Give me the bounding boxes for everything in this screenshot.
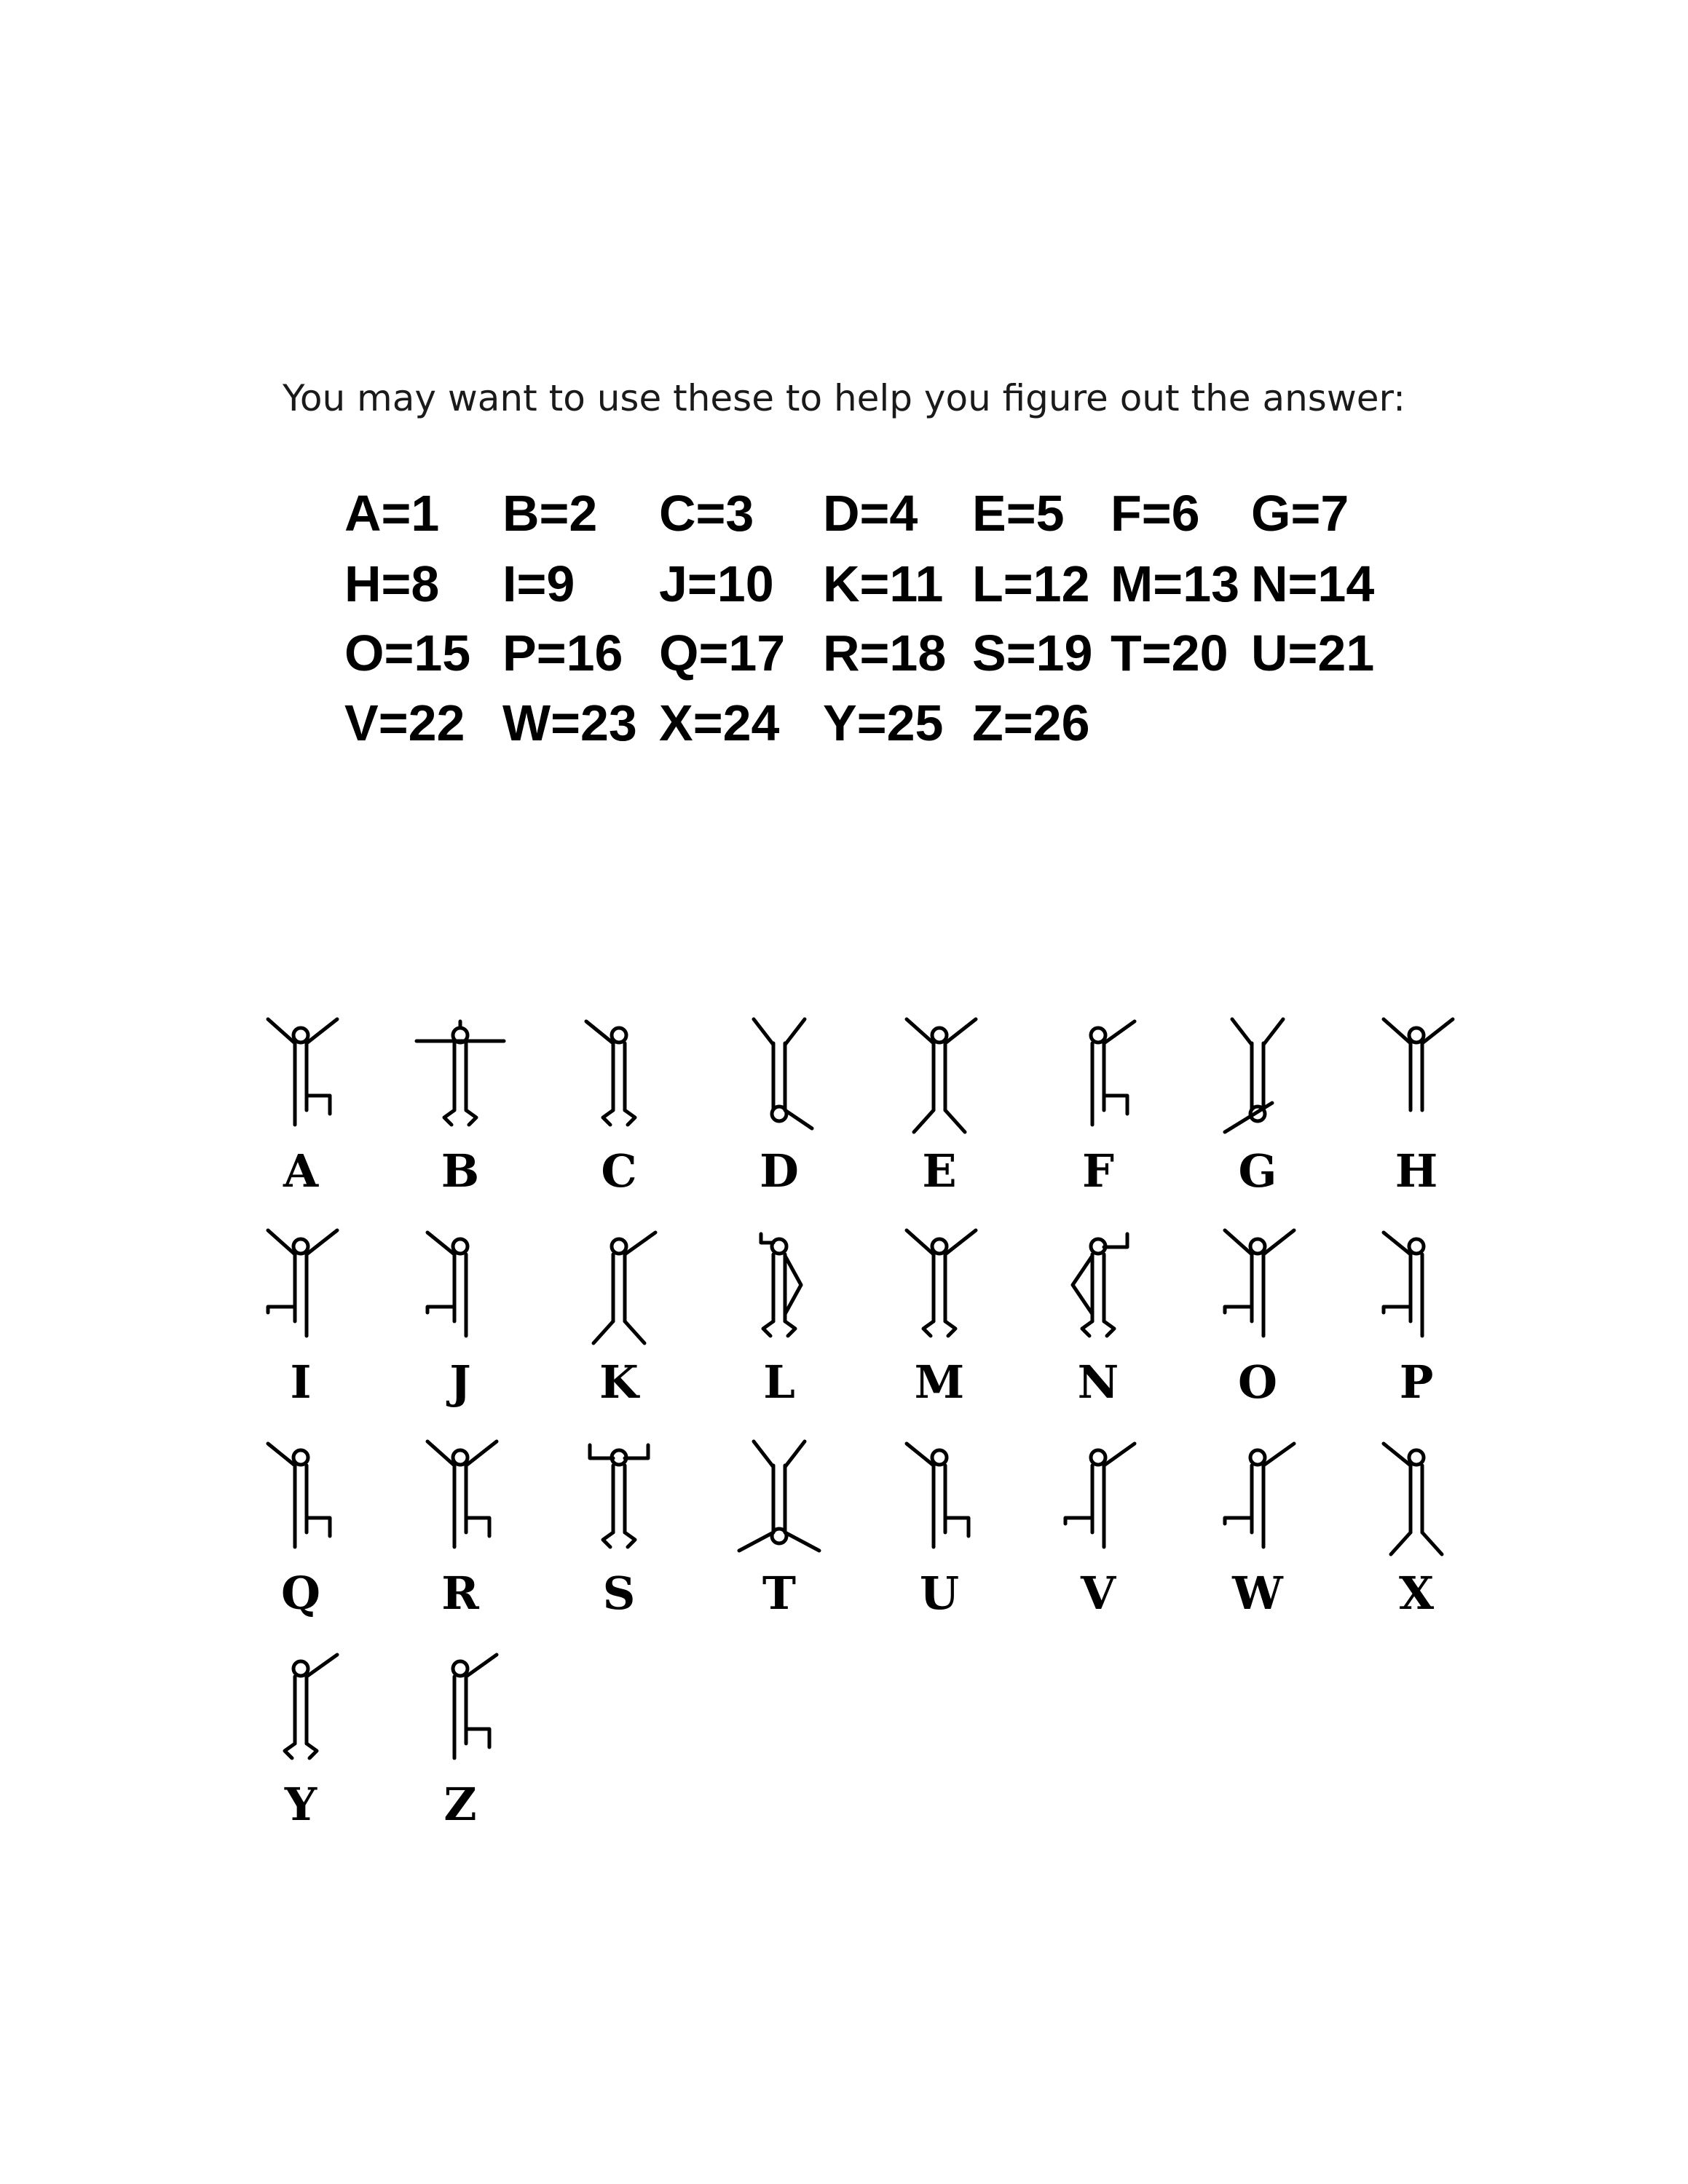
cipher-letter-label: W xyxy=(1232,1567,1283,1620)
cipher-letter-label: F xyxy=(1081,1144,1115,1198)
cipher-letter-label: C xyxy=(601,1144,637,1198)
cipher-letter-label: U xyxy=(919,1567,960,1620)
number-cell: S=19 xyxy=(972,625,1093,681)
left-arm-legs-apart-figure xyxy=(1384,1444,1442,1554)
cipher-letter-label: L xyxy=(763,1356,795,1409)
flag-left-legs-bent-figure xyxy=(1073,1234,1127,1336)
cipher-letter-label: I xyxy=(290,1356,312,1409)
flag-right-legs-bent-figure xyxy=(761,1234,801,1336)
number-cell: T=20 xyxy=(1111,625,1228,681)
instruction-text: You may want to use these to help you figure out the answer: xyxy=(282,377,1406,419)
right-arm-right-stand-figure xyxy=(453,1655,497,1758)
cipher-letter-label: G xyxy=(1238,1144,1277,1198)
number-cell: F=6 xyxy=(1111,485,1200,542)
cipher-letter-label: Q xyxy=(280,1567,321,1620)
arms-up-plain-figure xyxy=(1384,1019,1453,1110)
number-cell: E=5 xyxy=(972,485,1065,542)
right-arm-left-stand-figure xyxy=(1065,1444,1135,1547)
cipher-letter-label: R xyxy=(441,1567,479,1620)
cipher-letter-label: D xyxy=(760,1144,799,1198)
number-cell: M=13 xyxy=(1111,555,1240,612)
cipher-letter-label: E xyxy=(922,1144,957,1198)
left-arm-legs-bent-figure xyxy=(586,1021,635,1125)
cipher-letter-label: S xyxy=(602,1567,636,1620)
left-arm-left-step-figure xyxy=(1384,1233,1424,1336)
cipher-letter-label: Z xyxy=(443,1778,477,1831)
number-cell: C=3 xyxy=(659,485,754,542)
right-arm-legs-bent-figure xyxy=(285,1655,337,1758)
number-cell: L=12 xyxy=(972,555,1090,612)
cipher-letter-label: T xyxy=(762,1567,797,1620)
arms-out-legs-bent-figure xyxy=(417,1021,504,1125)
cipher-letter-label: H xyxy=(1395,1144,1438,1198)
number-cell: K=11 xyxy=(823,555,944,612)
head-down-v-figure xyxy=(754,1019,812,1128)
number-cell: D=4 xyxy=(823,485,918,542)
cipher-letter-label: P xyxy=(1399,1356,1434,1409)
cipher-letter-label: B xyxy=(441,1144,480,1198)
right-arm-chair-figure xyxy=(1091,1021,1135,1125)
right-arm-left-step-figure xyxy=(1225,1444,1294,1547)
hands-down-legs-bent-figure xyxy=(590,1445,648,1547)
arms-up-legs-apart-figure xyxy=(907,1019,976,1132)
number-cell: Z=26 xyxy=(972,695,1090,751)
cipher-letter-label: M xyxy=(914,1356,965,1409)
cipher-letter-label: V xyxy=(1080,1567,1116,1620)
cipher-letter-label: A xyxy=(283,1144,319,1198)
right-arm-legs-apart-figure xyxy=(593,1233,655,1343)
number-cell: R=18 xyxy=(823,625,947,681)
arms-up-legs-bent-figure xyxy=(907,1230,976,1336)
number-cell: O=15 xyxy=(344,625,471,681)
cipher-letter-label: O xyxy=(1237,1356,1278,1409)
arms-up-left-step-figure xyxy=(1225,1230,1294,1336)
number-cell: N=14 xyxy=(1251,555,1375,612)
cipher-letter-label: X xyxy=(1398,1567,1435,1620)
left-arm-left-leg-figure xyxy=(427,1233,468,1336)
number-cell: U=21 xyxy=(1251,625,1375,681)
head-down-cross-figure xyxy=(739,1441,819,1551)
cipher-letter-label: N xyxy=(1077,1356,1119,1409)
number-cell: B=2 xyxy=(502,485,598,542)
cipher-letter-label: J xyxy=(449,1356,471,1409)
arms-up-right-step-figure xyxy=(427,1441,497,1547)
number-cell: G=7 xyxy=(1251,485,1349,542)
number-cell: V=22 xyxy=(344,695,465,751)
arms-up-chair-figure xyxy=(268,1019,337,1125)
number-cell: I=9 xyxy=(502,555,575,612)
number-cell: X=24 xyxy=(659,695,780,751)
number-cell: Y=25 xyxy=(823,695,944,751)
number-cell: H=8 xyxy=(344,555,440,612)
number-cell: A=1 xyxy=(344,485,440,542)
cipher-letter-label: K xyxy=(599,1356,639,1409)
cipher-letter-label: Y xyxy=(284,1778,318,1831)
number-cell: P=16 xyxy=(502,625,623,681)
arms-up-left-leg-figure xyxy=(268,1230,337,1336)
number-cell: Q=17 xyxy=(659,625,786,681)
number-cell: W=23 xyxy=(502,695,637,751)
head-down-diagonal-figure xyxy=(1225,1019,1283,1132)
left-arm-right-step-figure xyxy=(268,1444,330,1547)
left-arm-right-stand-figure xyxy=(907,1444,969,1547)
number-cell: J=10 xyxy=(659,555,774,612)
